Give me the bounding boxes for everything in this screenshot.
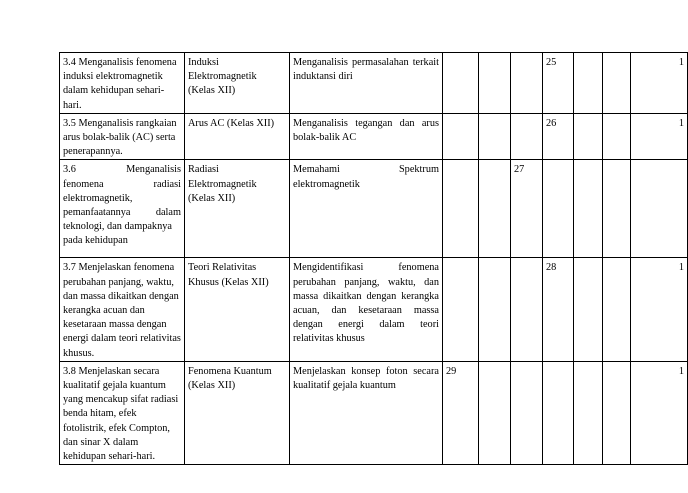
indicator-cell: Menganalisis tegangan dan arus bolak-balik AC [290, 113, 443, 160]
table-row [60, 113, 688, 160]
indicator-line: elektromagnetik [293, 178, 360, 190]
blueprint-table [59, 52, 688, 465]
competency-number: 3.6 [63, 164, 76, 176]
indicator-cell: Menjelaskan konsep foton secara kualitatif gejala kuantum [290, 361, 443, 464]
empty-cell [511, 258, 543, 361]
competency-cell: 3.5 Menganalisis rangkaian arus bolak-balik (AC) serta penerapannya. [60, 113, 185, 160]
empty-cell [443, 113, 479, 160]
count-cell: 1 [631, 361, 688, 464]
material-cell: Fenomena Kuantum (Kelas XII) [185, 361, 290, 464]
indicator-word: Memahami [293, 164, 340, 176]
indicator-cell: Mengidentifikasi fenomena perubahan panjang, waktu, dan massa dikaitkan dengan kerangka acuan, dan kesetaraan massa dengan energi dalam teori relativitas khusus [290, 258, 443, 361]
empty-cell [574, 53, 603, 114]
competency-verb: Menganalisis [126, 164, 181, 176]
competency-line: elektromagnetik, [63, 192, 133, 204]
table-row [60, 361, 688, 464]
empty-cell [603, 53, 631, 114]
question-number-cell: 25 [543, 53, 574, 114]
count-cell: 1 [631, 53, 688, 114]
competency-cell: 3.8 Menjelaskan secara kualitatif gejala kuantum yang mencakup sifat radiasi benda hitam, efek fotolistrik, efek Compton, dan sinar X dalam kehidupan sehari-hari. [60, 361, 185, 464]
empty-cell [574, 160, 603, 258]
empty-cell [574, 361, 603, 464]
material-cell: Teori Relativitas Khusus (Kelas XII) [185, 258, 290, 361]
empty-cell [479, 361, 511, 464]
competency-cell: 3.4 Menganalisis fenomena induksi elektromagnetik dalam kehidupan sehari-hari. [60, 53, 185, 114]
empty-cell [443, 160, 479, 258]
table-row [60, 53, 688, 114]
question-number-cell: 26 [543, 113, 574, 160]
empty-cell [479, 53, 511, 114]
empty-cell [603, 361, 631, 464]
competency-word: pemanfaatannya [63, 207, 131, 219]
empty-cell [443, 53, 479, 114]
question-number-cell: 29 [443, 361, 479, 464]
empty-cell [511, 113, 543, 160]
material-cell: Arus AC (Kelas XII) [185, 113, 290, 160]
empty-cell [479, 258, 511, 361]
question-number-cell: 28 [543, 258, 574, 361]
indicator-cell: Menganalisis permasalahan terkait induktansi diri [290, 53, 443, 114]
competency-word: radiasi [153, 178, 181, 190]
indicator-word: Spektrum [398, 164, 439, 176]
competency-cell [60, 160, 185, 258]
indicator-cell [290, 160, 443, 258]
empty-cell [603, 160, 631, 258]
material-cell: Induksi Elektromagnetik (Kelas XII) [185, 53, 290, 114]
competency-word: dalam [155, 207, 181, 219]
empty-cell [479, 113, 511, 160]
question-number-cell: 27 [511, 160, 543, 258]
material-cell: Radiasi Elektromagnetik (Kelas XII) [185, 160, 290, 258]
empty-cell [479, 160, 511, 258]
empty-cell [574, 113, 603, 160]
empty-cell [443, 258, 479, 361]
empty-cell [603, 113, 631, 160]
empty-cell [574, 258, 603, 361]
count-cell [631, 160, 688, 258]
count-cell: 1 [631, 113, 688, 160]
table-row [60, 160, 688, 258]
competency-cell: 3.7 Menjelaskan fenomena perubahan panjang, waktu, dan massa dikaitkan dengan kerangka acuan dan kesetaraan massa dengan energi dalam teori relativitas khusus. [60, 258, 185, 361]
competency-word: fenomena [63, 178, 104, 190]
empty-cell [511, 53, 543, 114]
empty-cell [603, 258, 631, 361]
empty-cell [543, 160, 574, 258]
table-row [60, 258, 688, 361]
count-cell: 1 [631, 258, 688, 361]
empty-cell [543, 361, 574, 464]
competency-line: teknologi, dan dampaknya pada kehidupan [63, 221, 172, 247]
empty-cell [511, 361, 543, 464]
